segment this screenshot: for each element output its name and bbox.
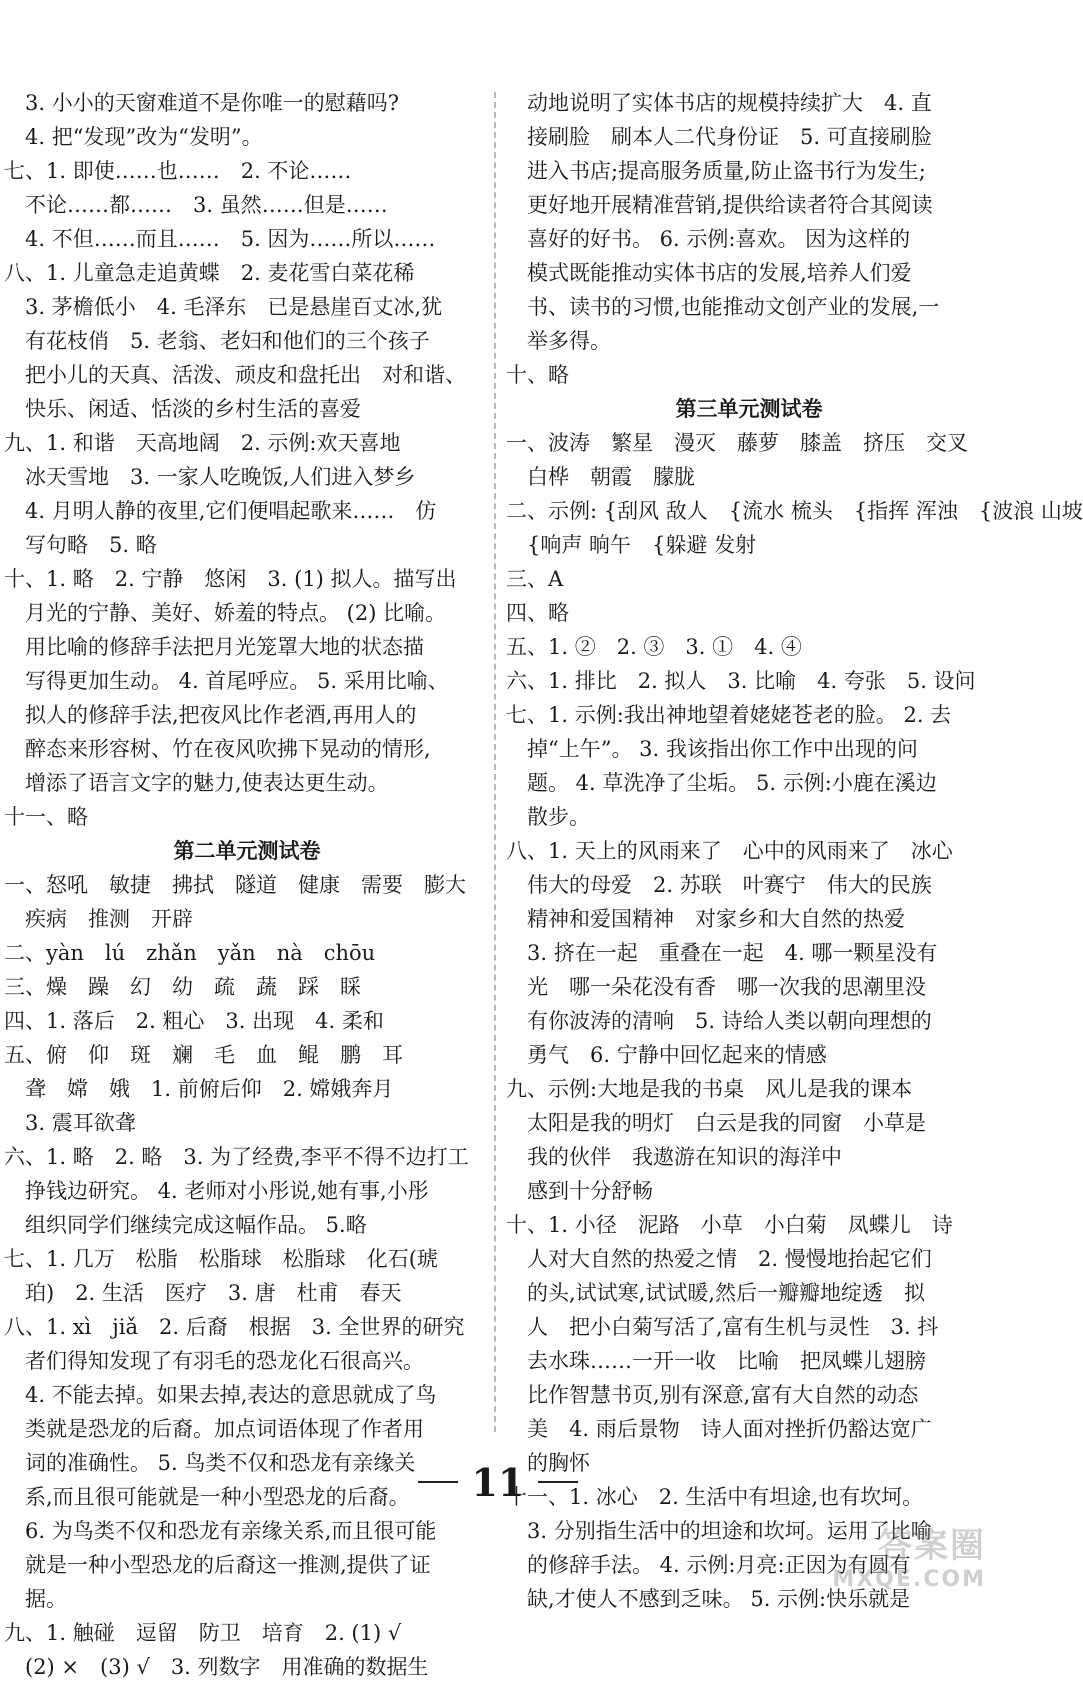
answer-line: 类就是恐龙的后裔。加点词语体现了作者用 xyxy=(4,1417,424,1441)
footer-rule-right xyxy=(538,1481,578,1483)
answer-line: 3. 小小的天窗难道不是你唯一的慰藉吗? xyxy=(4,91,399,115)
answer-line: 散步。 xyxy=(506,805,590,829)
answer-line: 进入书店;提高服务质量,防止盗书行为发生; xyxy=(506,159,926,183)
answer-line: 四、略 xyxy=(506,601,569,625)
answer-line: 九、1. 触碰 逗留 防卫 培育 2. (1) √ xyxy=(4,1621,402,1645)
answer-line: 四、1. 落后 2. 粗心 3. 出现 4. 柔和 xyxy=(4,1009,384,1033)
answer-line: 月光的宁静、美好、娇羞的特点。 (2) 比喻。 xyxy=(4,601,447,625)
answer-line: 精神和爱国精神 对家乡和大自然的热爱 xyxy=(506,907,905,931)
answer-line: 4. 不能去掉。如果去掉,表达的意思就成了鸟 xyxy=(4,1383,437,1407)
page-number: 11 xyxy=(471,1459,525,1505)
answer-line: 6. 为鸟类不仅和恐龙有亲缘关系,而且很可能 xyxy=(4,1519,437,1543)
watermark-url: MXQE.COM xyxy=(832,1567,986,1592)
right-column xyxy=(506,86,1083,1650)
answer-line: 疾病 推测 开辟 xyxy=(4,907,193,931)
answer-line: 写句略 5. 略 xyxy=(4,533,157,557)
column-divider xyxy=(494,92,496,1432)
answer-line: 系,而且很可能就是一种小型恐龙的后裔。 xyxy=(4,1485,410,1509)
answer-line: 缺,才使人不感到乏味。 5. 示例:快乐就是 xyxy=(506,1587,911,1611)
answer-line: 3. 震耳欲聋 xyxy=(4,1111,136,1135)
answer-line: 词的准确性。 5. 鸟类不仅和恐龙有亲缘关 xyxy=(4,1451,416,1475)
answer-line: 有花枝俏 5. 老翁、老妇和他们的三个孩子 xyxy=(4,329,430,353)
answer-line: 有你波涛的清响 5. 诗给人类以朝向理想的 xyxy=(506,1009,932,1033)
answer-line: 把小儿的天真、活泼、顽皮和盘托出 对和谐、 xyxy=(4,363,466,387)
answer-line: 感到十分舒畅 xyxy=(506,1179,653,1203)
answer-line xyxy=(506,1616,992,1650)
answer-line: 九、示例:大地是我的书桌 风儿是我的课本 xyxy=(506,1077,913,1101)
answer-line: 醉态来形容树、竹在夜风吹拂下晃动的情形, xyxy=(4,737,431,761)
answer-line: 就是一种小型恐龙的后裔这一推测,提供了证 xyxy=(4,1553,431,1577)
answer-line: 十一、1. 冰心 2. 生活中有坦途,也有坎坷。 xyxy=(506,1485,924,1509)
answer-line: 4. 把“发现”改为“发明”。 xyxy=(4,125,263,149)
answer-line: 勇气 6. 宁静中回忆起来的情感 xyxy=(506,1043,827,1067)
answer-line: 4. 月明人静的夜里,它们便唱起歌来…… 仿 xyxy=(4,499,437,523)
answer-line: 十、1. 小径 泥路 小草 小白菊 凤蝶儿 诗 xyxy=(506,1213,953,1237)
answer-line: 接刷脸 刷本人二代身份证 5. 可直接刷脸 xyxy=(506,125,932,149)
answer-line: 挣钱边研究。 4. 老师对小彤说,她有事,小彤 xyxy=(4,1179,429,1203)
answer-line: 聋 嫦 娥 1. 前俯后仰 2. 嫦娥奔月 xyxy=(4,1077,394,1101)
answer-line: 者们得知发现了有羽毛的恐龙化石很高兴。 xyxy=(4,1349,424,1373)
answer-line: 我的伙伴 我遨游在知识的海洋中 xyxy=(506,1145,842,1169)
answer-line: 二、yàn lú zhǎn yǎn nà chōu xyxy=(4,941,376,965)
answer-line: 的头,试试寒,试试暖,然后一瓣瓣地绽透 拟 xyxy=(506,1281,926,1305)
answer-line: 举多得。 xyxy=(506,329,611,353)
answer-line: 去水珠……一开一收 比喻 把凤蝶儿翅膀 xyxy=(506,1349,926,1373)
answer-line: 增添了语言文字的魅力,使表达更生动。 xyxy=(4,771,389,795)
answer-line: (2) × (3) √ 3. 列数字 用准确的数据生 xyxy=(4,1655,429,1679)
answer-line: 十一、略 xyxy=(4,805,88,829)
answer-line: 4. 不但……而且…… 5. 因为……所以…… xyxy=(4,227,436,251)
answer-line: 喜好的好书。 6. 示例:喜欢。 因为这样的 xyxy=(506,227,911,251)
answer-line: 三、A xyxy=(506,567,564,591)
answer-line: 二、示例: {刮风 敌人 {流水 梳头 {指挥 浑浊 {波浪 山坡 xyxy=(506,499,1083,523)
answer-line: 快乐、闲适、恬淡的乡村生活的喜爱 xyxy=(4,397,361,421)
answer-line: 冰天雪地 3. 一家人吃晚饭,人们进入梦乡 xyxy=(4,465,416,489)
section-heading: 第三单元测试卷 xyxy=(675,397,823,421)
answer-line: 三、燥 躁 幻 幼 疏 蔬 踩 睬 xyxy=(4,975,361,999)
answer-line: 3. 茅檐低小 4. 毛泽东 已是悬崖百丈冰,犹 xyxy=(4,295,443,319)
answer-line: 拟人的修辞手法,把夜风比作老酒,再用人的 xyxy=(4,703,417,727)
answer-line: 模式既能推动实体书店的发展,培养人们爱 xyxy=(506,261,912,285)
answer-line: 七、1. 即使……也…… 2. 不论…… xyxy=(4,159,352,183)
answer-line: 用比喻的修辞手法把月光笼罩大地的状态描 xyxy=(4,635,424,659)
answer-line: 的修辞手法。 4. 示例:月亮:正因为有圆有 xyxy=(506,1553,911,1577)
answer-line: 六、1. 排比 2. 拟人 3. 比喻 4. 夸张 5. 设问 xyxy=(506,669,976,693)
answer-line: {响声 晌午 {躲避 发射 xyxy=(506,533,757,557)
answer-line: 3. 挤在一起 重叠在一起 4. 哪一颗星没有 xyxy=(506,941,938,965)
answer-line: 七、1. 示例:我出神地望着姥姥苍老的脸。 2. 去 xyxy=(506,703,952,727)
answer-line: 写得更加生动。 4. 首尾呼应。 5. 采用比喻、 xyxy=(4,669,449,693)
answer-line: 书、读书的习惯,也能推动文创产业的发展,一 xyxy=(506,295,940,319)
answer-line: 八、1. 儿童急走追黄蝶 2. 麦花雪白菜花稀 xyxy=(4,261,415,285)
answer-line: 八、1. 天上的风雨来了 心中的风雨来了 冰心 xyxy=(506,839,953,863)
answer-line: 掉“上午”。 3. 我该指出你工作中出现的问 xyxy=(506,737,918,761)
answer-line: 太阳是我的明灯 白云是我的同窗 小草是 xyxy=(506,1111,926,1135)
answer-line: 十、略 xyxy=(506,363,569,387)
page-footer xyxy=(0,1452,996,1512)
watermark-logo-text: 答案圈 xyxy=(878,1526,986,1566)
answer-line: 光 哪一朵花没有香 哪一次我的思潮里没 xyxy=(506,975,926,999)
answer-line: 九、1. 和谐 天高地阔 2. 示例:欢天喜地 xyxy=(4,431,401,455)
answer-line: 的胸怀 xyxy=(506,1451,590,1475)
answer-line: 八、1. xì jiǎ 2. 后裔 根据 3. 全世界的研究 xyxy=(4,1315,465,1339)
answer-line: 不论……都…… 3. 虽然……但是…… xyxy=(4,193,388,217)
watermark-logo xyxy=(832,1518,986,1592)
answer-line: 美 4. 雨后景物 诗人面对挫折仍豁达宽广 xyxy=(506,1417,932,1441)
section-heading: 第二单元测试卷 xyxy=(173,839,321,863)
answer-line: 五、1. ② 2. ③ 3. ① 4. ④ xyxy=(506,635,802,659)
answer-line: 题。 4. 草洗净了尘垢。 5. 示例:小鹿在溪边 xyxy=(506,771,937,795)
answer-line: 动地说明了实体书店的规模持续扩大 4. 直 xyxy=(506,91,932,115)
answer-line: 据。 xyxy=(4,1587,67,1611)
answer-line: 七、1. 几万 松脂 松脂球 松脂球 化石(琥 xyxy=(4,1247,438,1271)
answer-line: 伟大的母爱 2. 苏联 叶赛宁 伟大的民族 xyxy=(506,873,932,897)
answer-line: 组织同学们继续完成这幅作品。 5.略 xyxy=(4,1213,367,1237)
footer-rule-left xyxy=(418,1481,458,1483)
answer-line: 更好地开展精准营销,提供给读者符合其阅读 xyxy=(506,193,933,217)
answer-line: 人对大自然的热爱之情 2. 慢慢地抬起它们 xyxy=(506,1247,932,1271)
left-column xyxy=(4,86,490,1684)
answer-line: 一、波涛 繁星 漫灭 藤萝 膝盖 挤压 交叉 xyxy=(506,431,968,455)
answer-line: 一、怒吼 敏捷 拂拭 隧道 健康 需要 膨大 xyxy=(4,873,466,897)
answer-line: 珀) 2. 生活 医疗 3. 唐 杜甫 春天 xyxy=(4,1281,402,1305)
answer-line: 3. 分别指生活中的坦途和坎坷。运用了比喻 xyxy=(506,1519,932,1543)
answer-line: 白桦 朝霞 朦胧 xyxy=(506,465,695,489)
answer-line: 人 把小白菊写活了,富有生机与灵性 3. 抖 xyxy=(506,1315,939,1339)
answer-line: 五、俯 仰 斑 斓 毛 血 鲲 鹏 耳 xyxy=(4,1043,403,1067)
answer-line: 十、1. 略 2. 宁静 悠闲 3. (1) 拟人。描写出 xyxy=(4,567,457,591)
answer-line: 比作智慧书页,别有深意,富有大自然的动态 xyxy=(506,1383,919,1407)
answer-line: 六、1. 略 2. 略 3. 为了经费,李平不得不边打工 xyxy=(4,1145,469,1169)
